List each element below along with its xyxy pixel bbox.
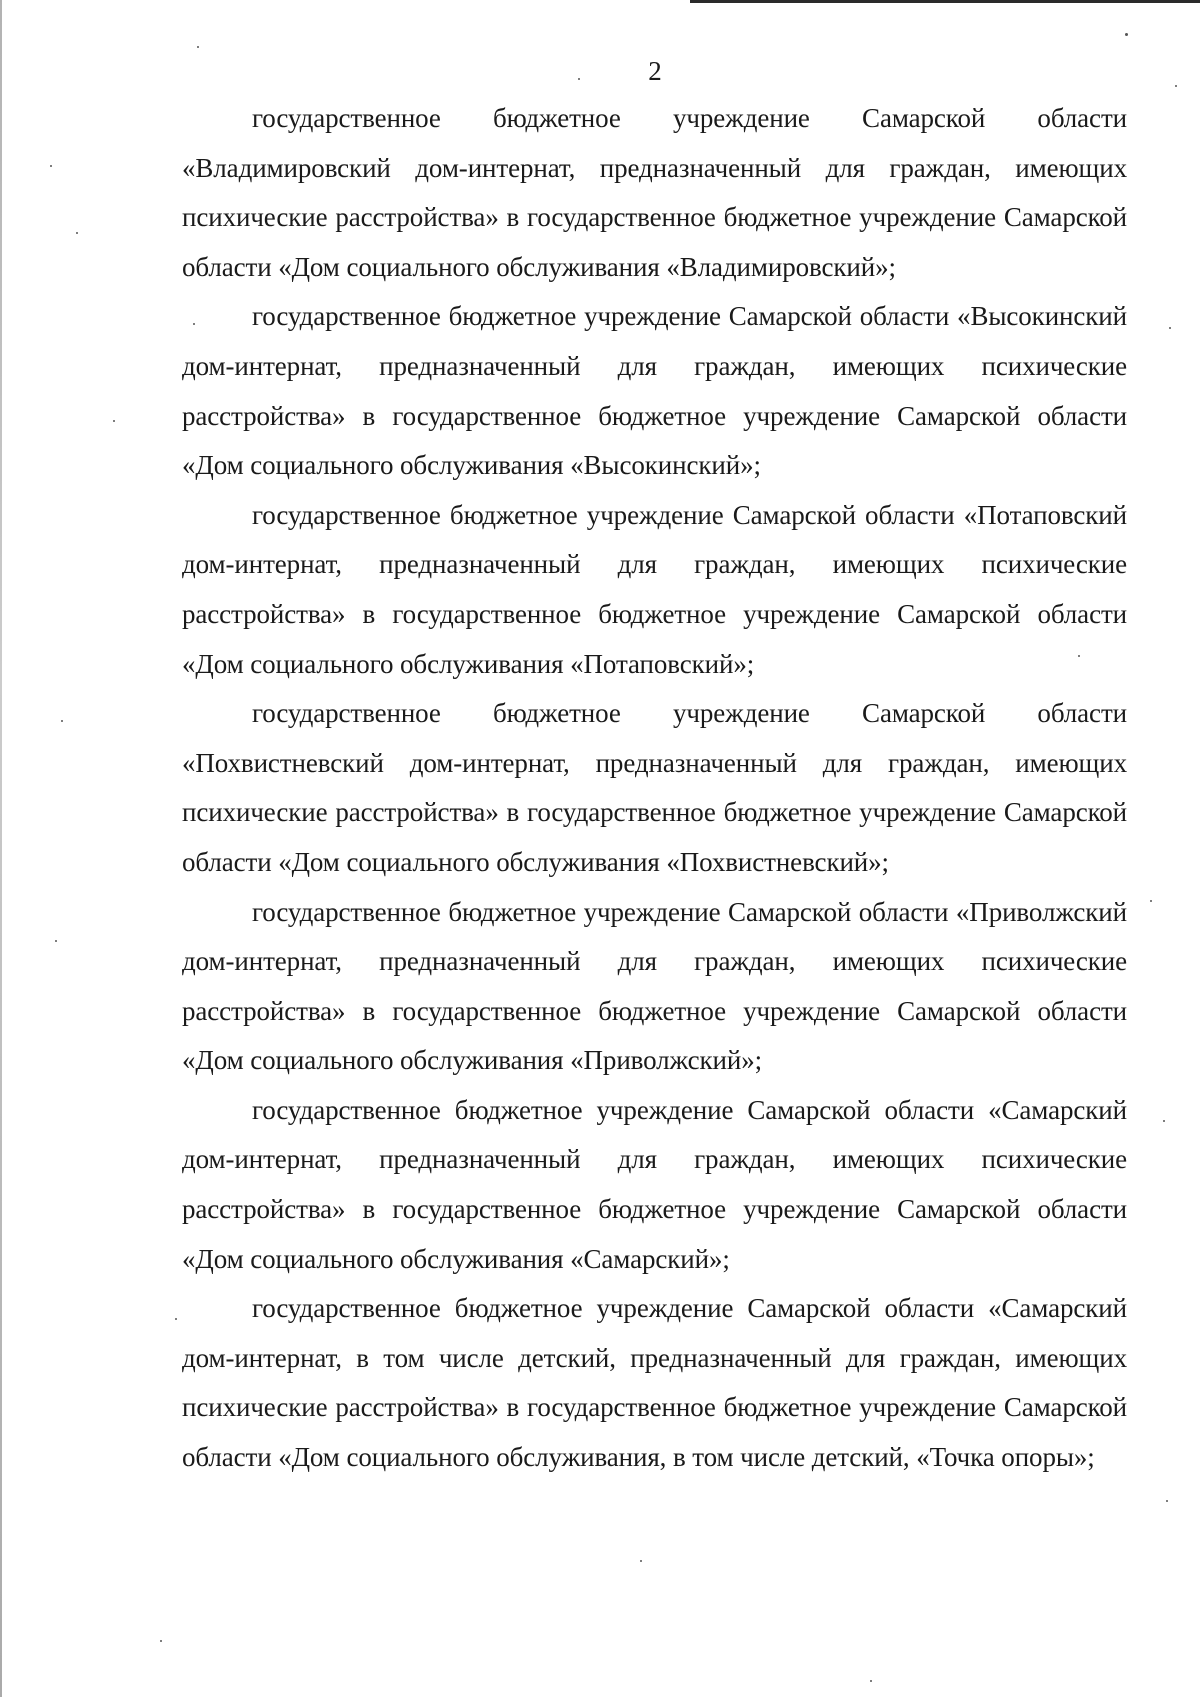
scan-speck xyxy=(1175,85,1177,87)
scan-speck xyxy=(113,420,115,422)
paragraph-vysokinsky: государственное бюджетное учреждение Самарской области «Высокинский дом-интернат, предназначенный для граждан, имеющих психические расстройства» в государственное бюджетное учреждение Самарской области «Дом социального обслуживания «Высокинский»; xyxy=(182,301,1127,481)
top-edge-rule xyxy=(690,0,1200,3)
paragraph-vladimirovsky: государственное бюджетное учреждение Самарской области «Владимировский дом-интернат, предназначенный для граждан, имеющих психические расстройства» в государственное бюджетное учреждение Самарской области «Дом социального обслуживания «Владимировский»; xyxy=(182,103,1127,282)
document-body xyxy=(182,94,1127,1483)
scan-speck xyxy=(193,323,195,325)
scan-speck xyxy=(61,720,63,722)
scan-speck xyxy=(640,1560,642,1562)
left-scan-edge xyxy=(0,0,2,1697)
scan-speck xyxy=(1163,1120,1165,1122)
paragraph-pokhvistnevsky: государственное бюджетное учреждение Самарской области «Похвистневский дом-интернат, предназначенный для граждан, имеющих психические расстройства» в государственное бюджетное учреждение Самарской области «Дом социального обслуживания «Похвистневский»; xyxy=(182,698,1127,877)
paragraph-privolzhsky: государственное бюджетное учреждение Самарской области «Приволжский дом-интернат, предназначенный для граждан, имеющих психические расстройства» в государственное бюджетное учреждение Самарской области «Дом социального обслуживания «Приволжский»; xyxy=(182,896,1127,1076)
scan-speck xyxy=(870,1680,872,1682)
scan-speck xyxy=(76,232,78,234)
scan-speck xyxy=(160,1640,162,1642)
scan-speck xyxy=(578,78,580,80)
scan-speck xyxy=(55,940,57,942)
paragraph-samarsky: государственное бюджетное учреждение Самарской области «Самарский дом-интернат, предназначенный для граждан, имеющих психические расстройства» в государственное бюджетное учреждение Самарской области «Дом социального обслуживания «Самарский»; xyxy=(182,1094,1127,1274)
scan-speck xyxy=(1150,900,1152,902)
scan-speck xyxy=(50,165,52,167)
paragraph-potapovsky: государственное бюджетное учреждение Самарской области «Потаповский дом-интернат, предназначенный для граждан, имеющих психические расстройства» в государственное бюджетное учреждение Самарской области «Дом социального обслуживания «Потаповский»; xyxy=(182,499,1127,679)
scan-speck xyxy=(1125,33,1128,36)
paragraph-tochka-opory: государственное бюджетное учреждение Самарской области «Самарский дом-интернат, в том числе детский, предназначенный для граждан, имеющих психические расстройства» в государственное бюджетное учреждение Самарской области «Дом социального обслуживания, в том числе детский, «Точка опоры»; xyxy=(182,1293,1127,1473)
scan-speck xyxy=(175,1318,177,1320)
scan-speck xyxy=(1166,1500,1168,1502)
scan-speck xyxy=(1169,327,1171,329)
scan-speck xyxy=(197,46,199,48)
scan-speck xyxy=(1078,655,1080,657)
page-number: 2 xyxy=(648,56,662,86)
